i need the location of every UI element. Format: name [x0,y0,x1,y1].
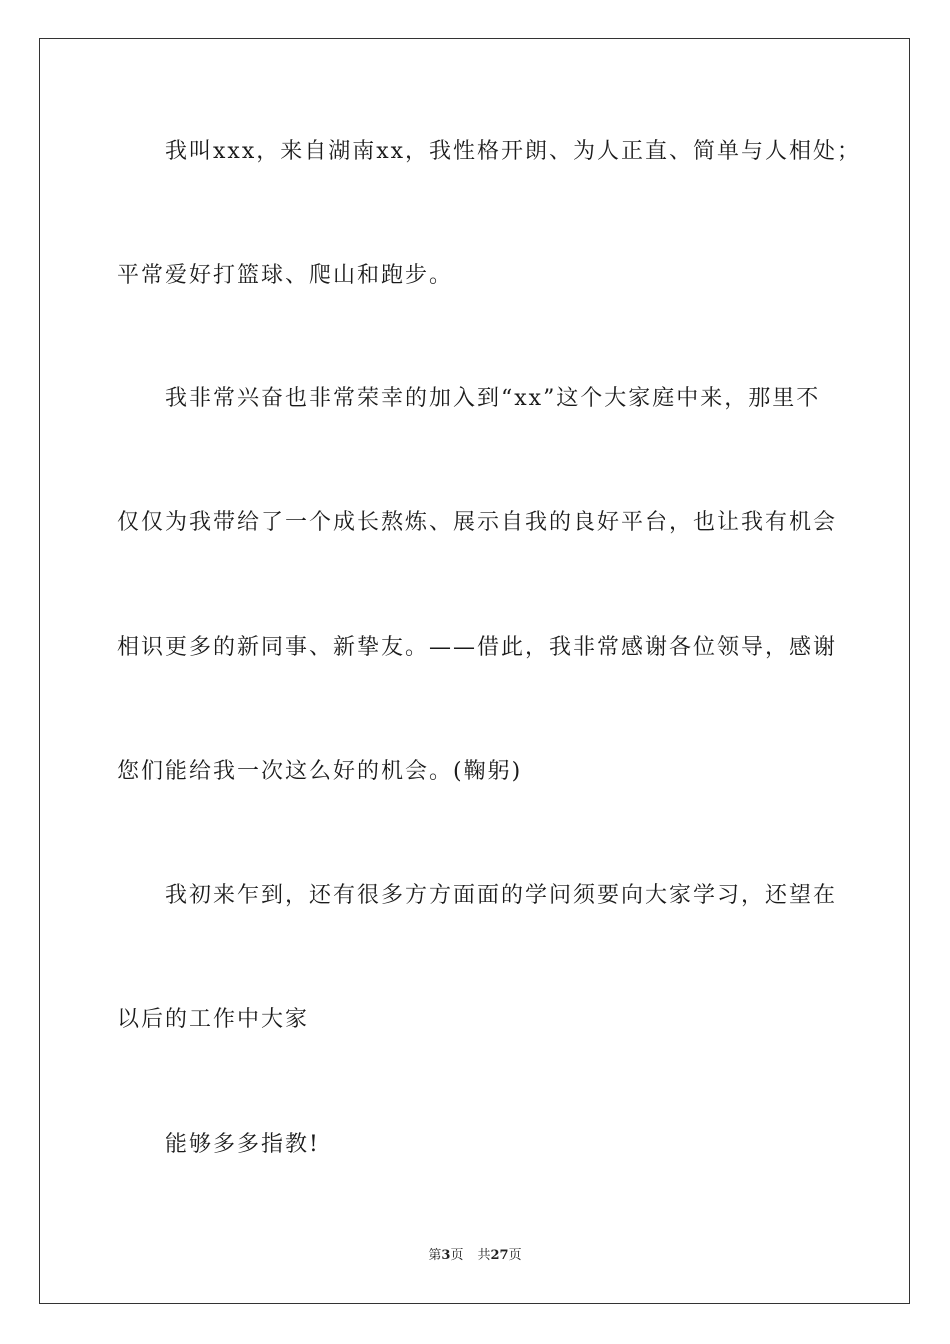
page-footer [0,1247,950,1265]
paragraph-3-line-2: 以后的工作中大家 [117,1007,310,1032]
footer-total-suffix: 页 [508,1248,522,1263]
footer-total-prefix: 共 [477,1248,491,1263]
footer-page-prefix: 第 [428,1248,442,1263]
paragraph-2-line-3: 相识更多的新同事、新挚友。——借此，我非常感谢各位领导，感谢 [117,635,838,660]
paragraph-2-line-4: 您们能给我一次这么好的机会。(鞠躬) [117,759,523,784]
footer-current-page: 3 [441,1248,451,1263]
footer-page-suffix: 页 [450,1248,464,1263]
paragraph-1-line-2: 平常爱好打篮球、爬山和跑步。 [117,263,454,288]
paragraph-2-line-2: 仅仅为我带给了一个成长熬炼、展示自我的良好平台，也让我有机会 [117,510,838,535]
footer-total-pages: 27 [490,1248,509,1263]
paragraph-1-line-1: 我叫xxx，来自湖南xx，我性格开朗、为人正直、简单与人相处； [165,139,862,164]
paragraph-2-line-1: 我非常兴奋也非常荣幸的加入到“xx”这个大家庭中来，那里不 [165,386,821,411]
page-border [39,38,910,1304]
paragraph-3-line-1: 我初来乍到，还有很多方方面面的学问须要向大家学习，还望在 [165,883,838,908]
paragraph-4-line-1: 能够多多指教! [165,1132,320,1157]
